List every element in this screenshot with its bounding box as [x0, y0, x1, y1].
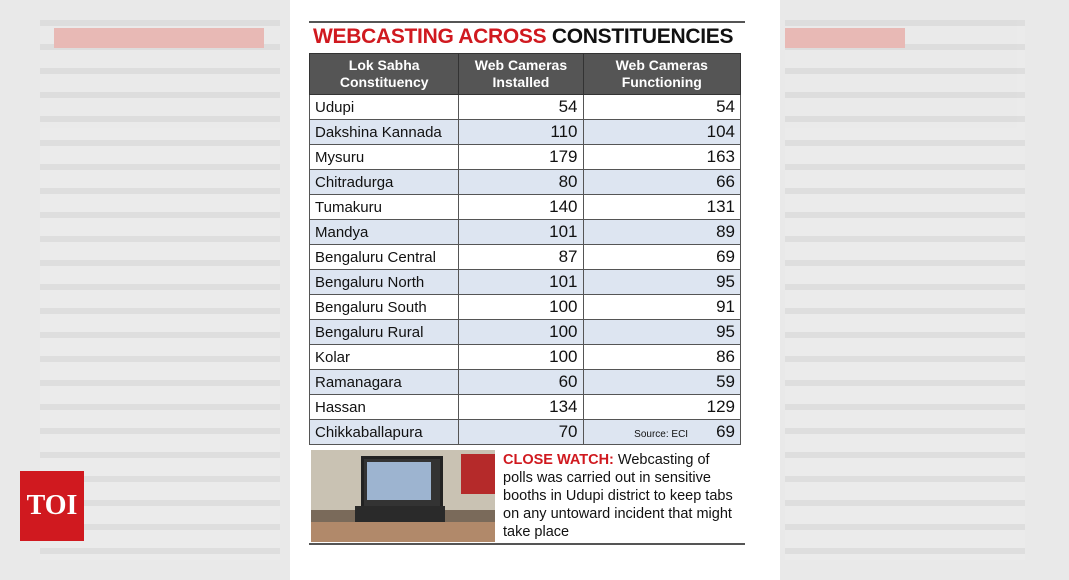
- toi-logo: TOI: [20, 471, 84, 541]
- table-row: [310, 145, 741, 170]
- cell-functioning: 95: [583, 270, 740, 295]
- cell-installed: 54: [459, 95, 583, 120]
- infographic-title: [313, 25, 733, 49]
- caption-lead: CLOSE WATCH:: [503, 452, 614, 468]
- cell-functioning: 54: [583, 95, 740, 120]
- header-functioning: Web Cameras Functioning: [583, 54, 740, 95]
- cell-constituency: Chikkaballapura: [310, 420, 459, 445]
- table-row: [310, 370, 741, 395]
- cell-functioning: 66: [583, 170, 740, 195]
- cell-constituency: Bengaluru South: [310, 295, 459, 320]
- cell-installed: 87: [459, 245, 583, 270]
- title-red-part: WEBCASTING ACROSS: [313, 25, 547, 48]
- cell-installed: 110: [459, 120, 583, 145]
- table-row: [310, 220, 741, 245]
- title-black-part: CONSTITUENCIES: [551, 25, 734, 48]
- cell-constituency: Ramanagara: [310, 370, 459, 395]
- cell-installed: 101: [459, 270, 583, 295]
- header-constituency: Lok Sabha Constituency: [310, 54, 459, 95]
- photo-caption: [503, 451, 743, 541]
- cell-installed: 70: [459, 420, 583, 445]
- cell-installed: 140: [459, 195, 583, 220]
- cell-functioning: 59: [583, 370, 740, 395]
- webcam-table: [309, 53, 741, 445]
- cell-constituency: Bengaluru Rural: [310, 320, 459, 345]
- cell-constituency: Hassan: [310, 395, 459, 420]
- cell-installed: 179: [459, 145, 583, 170]
- cell-functioning-value: 69: [716, 422, 735, 441]
- cell-functioning: [583, 420, 740, 445]
- table-row: [310, 120, 741, 145]
- table-row: [310, 345, 741, 370]
- cell-constituency: Mysuru: [310, 145, 459, 170]
- cell-installed: 100: [459, 295, 583, 320]
- cell-functioning: 163: [583, 145, 740, 170]
- cell-constituency: Tumakuru: [310, 195, 459, 220]
- caption-text: Webcasting of polls was carried out in sensitive booths in Udupi district to keep tabs on any untoward incident that might take place: [503, 452, 733, 540]
- cell-functioning: 131: [583, 195, 740, 220]
- cell-installed: 100: [459, 345, 583, 370]
- webcasting-photo: [311, 450, 495, 542]
- header-installed: Web Cameras Installed: [459, 54, 583, 95]
- table-row: [310, 320, 741, 345]
- cell-functioning: 89: [583, 220, 740, 245]
- cell-functioning: 91: [583, 295, 740, 320]
- table-row: [310, 170, 741, 195]
- table-row: [310, 420, 741, 445]
- cell-installed: 101: [459, 220, 583, 245]
- cell-functioning: 95: [583, 320, 740, 345]
- table-row: [310, 195, 741, 220]
- table-row: [310, 270, 741, 295]
- cell-functioning: 86: [583, 345, 740, 370]
- top-rule: [309, 21, 745, 23]
- table-row: [310, 95, 741, 120]
- table-row: [310, 395, 741, 420]
- cell-functioning: 104: [583, 120, 740, 145]
- table-row: [310, 245, 741, 270]
- cell-installed: 100: [459, 320, 583, 345]
- cell-installed: 60: [459, 370, 583, 395]
- source-note: Source: ECI: [634, 429, 689, 440]
- cell-constituency: Chitradurga: [310, 170, 459, 195]
- bottom-rule: [309, 543, 745, 545]
- blurred-background-right: [785, 20, 1025, 560]
- cell-installed: 134: [459, 395, 583, 420]
- cell-constituency: Mandya: [310, 220, 459, 245]
- cell-functioning: 69: [583, 245, 740, 270]
- cell-installed: 80: [459, 170, 583, 195]
- cell-constituency: Bengaluru North: [310, 270, 459, 295]
- table-header-row: [310, 54, 741, 95]
- cell-constituency: Kolar: [310, 345, 459, 370]
- cell-constituency: Udupi: [310, 95, 459, 120]
- table-row: [310, 295, 741, 320]
- cell-constituency: Bengaluru Central: [310, 245, 459, 270]
- cell-functioning: 129: [583, 395, 740, 420]
- cell-constituency: Dakshina Kannada: [310, 120, 459, 145]
